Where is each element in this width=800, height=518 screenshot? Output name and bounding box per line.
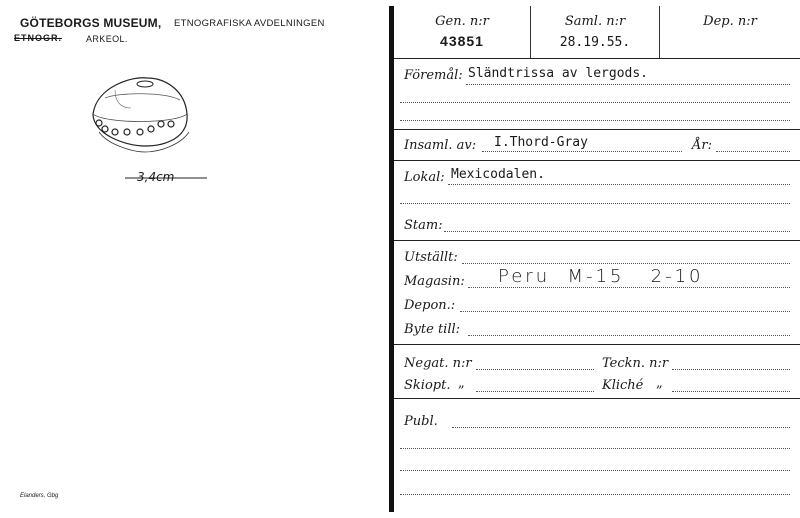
magasin-label: Magasin:	[404, 274, 465, 289]
gen-number: 43851	[440, 33, 484, 49]
scale-note: 3,4cm	[137, 170, 175, 184]
card-margin-line	[389, 6, 394, 512]
dotted-line	[672, 391, 790, 392]
divider	[394, 129, 800, 130]
foremal-label: Föremål:	[404, 68, 463, 83]
dotted-line	[448, 184, 790, 185]
lokal-label: Lokal:	[404, 170, 445, 185]
byte-label: Byte till:	[404, 322, 461, 337]
divider	[394, 398, 800, 399]
dotted-line	[460, 311, 790, 312]
skiopt-label: Skiopt.	[404, 378, 451, 393]
section-name: ARKEOL.	[86, 34, 128, 44]
magasin-value: Peru M-15 2-10	[498, 266, 704, 287]
stam-label: Stam:	[404, 218, 443, 233]
lokal-value: Mexicodalen.	[451, 167, 545, 182]
depon-label: Depon.:	[404, 298, 456, 313]
ar-label: År:	[692, 138, 712, 153]
insaml-value: I.Thord-Gray	[494, 135, 588, 150]
dotted-line	[400, 470, 790, 471]
dotted-line	[400, 102, 790, 103]
department-name: ETNOGRAFISKA AVDELNINGEN	[174, 18, 325, 29]
dotted-line	[468, 335, 790, 336]
printer-mark: Elanders, Gbg	[20, 493, 59, 499]
divider	[394, 58, 800, 59]
gen-label: Gen. n:r	[435, 14, 489, 29]
dotted-line	[452, 427, 790, 428]
saml-label: Saml. n:r	[564, 14, 626, 29]
saml-number: 28.19.55.	[559, 35, 631, 50]
dotted-line	[462, 263, 790, 264]
museum-name: GÖTEBORGS MUSEUM,	[20, 16, 162, 30]
dotted-line	[400, 494, 790, 495]
ditto-mark: „	[458, 376, 465, 391]
utstallt-label: Utställt:	[404, 250, 458, 265]
struck-department: ETNOGR.	[14, 33, 63, 43]
ditto-mark: „	[656, 376, 663, 391]
dotted-line	[444, 231, 790, 232]
divider	[394, 160, 800, 161]
kliche-label: Kliché	[602, 378, 644, 393]
dotted-line	[476, 369, 594, 370]
foremal-value: Sländtrissa av lergods.	[468, 66, 649, 81]
dotted-line	[466, 84, 790, 85]
divider	[394, 240, 800, 241]
dotted-line	[400, 448, 790, 449]
dotted-line	[716, 151, 790, 152]
dep-label: Dep. n:r	[703, 14, 757, 29]
dotted-line	[400, 203, 790, 204]
divider	[394, 344, 800, 345]
negat-label: Negat. n:r	[404, 356, 472, 371]
dotted-line	[482, 151, 682, 152]
dotted-line	[476, 391, 594, 392]
dotted-line	[400, 120, 790, 121]
publ-label: Publ.	[404, 414, 438, 429]
teckn-label: Teckn. n:r	[602, 356, 669, 371]
insaml-label: Insaml. av:	[404, 138, 477, 153]
dotted-line	[468, 287, 790, 288]
dotted-line	[672, 369, 790, 370]
